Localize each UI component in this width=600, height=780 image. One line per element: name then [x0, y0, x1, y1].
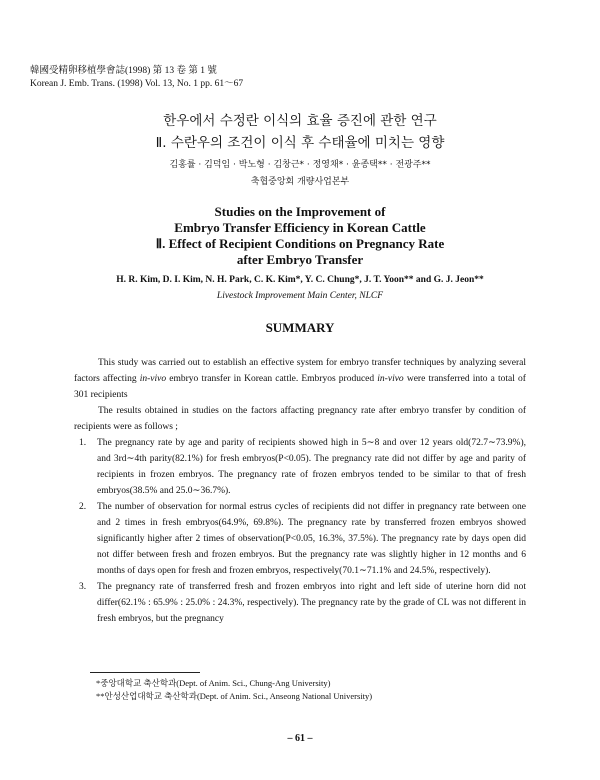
- intro-text-c: were transferred into a total of 301 recipients: [74, 374, 526, 400]
- journal-citation: [30, 65, 243, 91]
- list-item-number: 2.: [79, 502, 87, 512]
- list-item-number: 3.: [79, 582, 87, 592]
- journal-citation-english: Korean J. Emb. Trans. (1998) Vol. 13, No. 1 pp. 61～67: [30, 79, 244, 89]
- page-number: – 61 –: [287, 733, 313, 744]
- summary-body: [74, 355, 526, 627]
- korean-title-line-1: 한우에서 수정란 이식의 효율 증진에 관한 연구: [163, 113, 437, 129]
- english-title: [0, 204, 600, 268]
- english-title-line-4: after Embryo Transfer: [236, 252, 364, 267]
- korean-affiliation: 축협중앙회 개량사업본부: [250, 177, 350, 187]
- english-authors: H. R. Kim, D. I. Kim, N. H. Park, C. K. Kim*, Y. C. Chung*, J. T. Yoon** and G. J. Jeon**: [116, 275, 484, 285]
- korean-title-line-2: Ⅱ. 수란우의 조건이 이식 후 수태율에 미치는 영향: [155, 135, 445, 151]
- intro-text-b: embryo transfer in Korean cattle. Embryos produced: [166, 374, 378, 384]
- results-list: [74, 435, 526, 627]
- list-item-text: The number of observation for normal estrus cycles of recipients did not differ in pregnancy rate between one and 2 times in fresh embryos(64.9%, 69.8%). The pregnancy rate by transferred frozen embryos showed significantly higher after 2 times of observation(P<0.05, 16.3%, 37.5%). The pregnancy rate by days open did not differ between fresh and frozen embryos. But the pregnancy rate was slightly higher in 12 months and 6 months of days open for fresh and frozen embryos, respectively(70.1∼71.1% and 24.5%, respectively).: [97, 502, 526, 576]
- list-item: [74, 499, 526, 579]
- summary-results-paragraph: The results obtained in studies on the factors affacting pregnancy rate after embryo transfer by condition of recipients were as follows ;: [74, 406, 526, 432]
- intro-term-in-vivo: in-vivo: [139, 374, 167, 384]
- english-title-line-3: Ⅱ. Effect of Recipient Conditions on Pregnancy Rate: [155, 236, 445, 251]
- list-item-text: The pregnancy rate of transferred fresh and frozen embryos into right and left side of uterine horn did not differ(62.1% : 65.9% : 25.0% : 24.3%, respectively). The pregnancy rate by the grade of CL was not different in fresh embryos, but the pregnancy: [97, 582, 526, 624]
- list-item: [74, 435, 526, 499]
- list-item-number: 1.: [79, 438, 87, 448]
- footnote-anseong: **안성산업대학교 축산학과(Dept. of Anim. Sci., Anseong National University): [96, 691, 373, 701]
- english-affiliation: Livestock Improvement Main Center, NLCF: [216, 291, 384, 301]
- footnote-chung-ang: *중앙대학교 축산학과(Dept. of Anim. Sci., Chung-Ang University): [96, 678, 331, 688]
- korean-author-names: 김홍률 · 김덕임 · 박노형 · 김창근* · 정영채* · 윤종택** · 전광주**: [169, 160, 431, 170]
- intro-term-in-vivo-2: in-vivo: [377, 374, 404, 384]
- korean-title: [0, 110, 600, 154]
- footnote-divider: [90, 672, 200, 673]
- journal-citation-korean: 韓國受精卵移植學會誌(1998) 第 13 卷 第 1 號: [30, 66, 217, 76]
- korean-authors-block: [0, 157, 600, 191]
- list-item: [74, 579, 526, 627]
- english-title-line-2: Embryo Transfer Efficiency in Korean Cattle: [174, 220, 426, 235]
- summary-intro-paragraph: [74, 355, 526, 403]
- footnotes: [96, 677, 372, 703]
- english-title-line-1: Studies on the Improvement of: [214, 204, 386, 219]
- list-item-text: The pregnancy rate by age and parity of recipients showed high in 5∼8 and over 12 years old(72.7∼73.9%), and 3rd∼4th parity(82.1%) for fresh embryos(P<0.05). The pregnancy rate did not differ by age and parity of recipients in frozen embryos. The pregnancy rate of frozen embryos tended to be similar to that of fresh embryos(38.5% and 25.0∼36.7%).: [97, 438, 526, 496]
- intro-text-a: This study was carried out to establish an effective system for embryo transfer techniques by analyzing several factors affecting: [74, 358, 526, 384]
- summary-heading: SUMMARY: [265, 320, 335, 335]
